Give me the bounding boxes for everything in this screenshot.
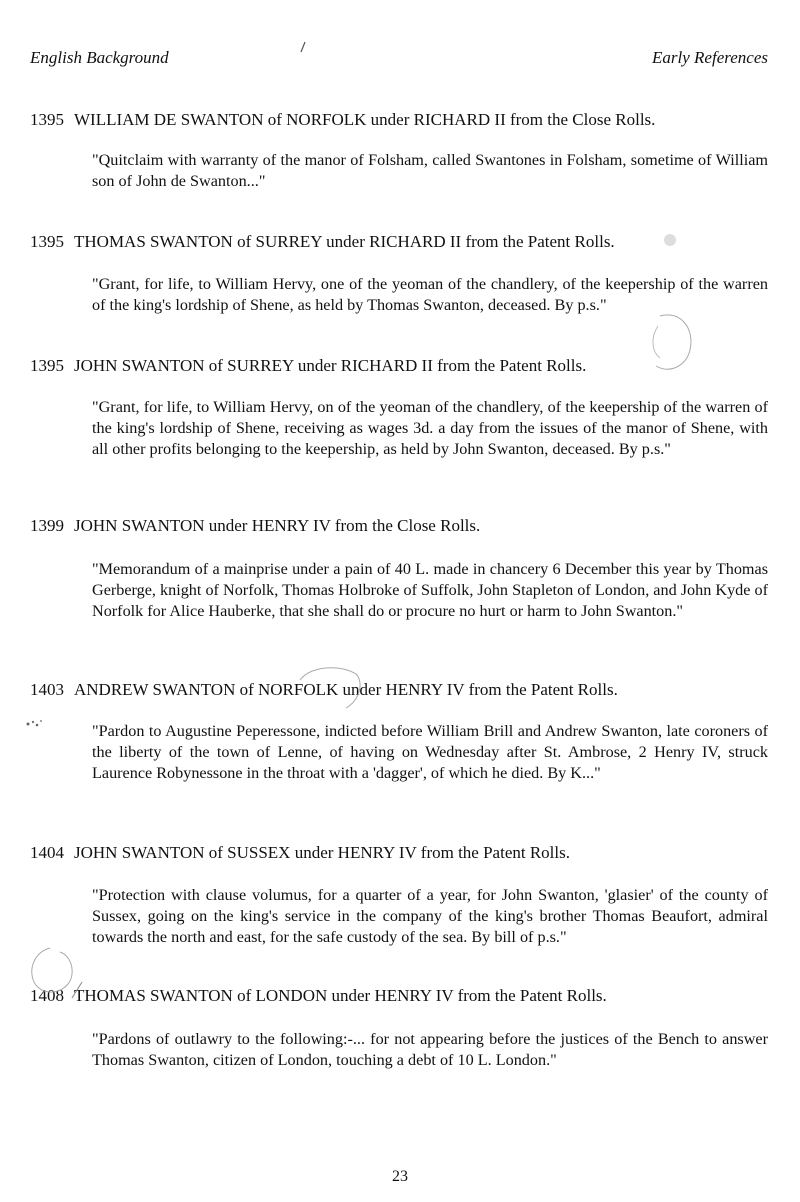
entry-year: 1404	[30, 843, 64, 862]
entry-title: JOHN SWANTON of SURREY under RICHARD II from the Patent Rolls.	[74, 356, 587, 375]
entry-heading	[30, 356, 586, 376]
entry-title: THOMAS SWANTON of SURREY under RICHARD II from the Patent Rolls.	[74, 232, 615, 251]
entry-heading	[30, 986, 607, 1006]
entry-quote: "Pardon to Augustine Peperessone, indicted before William Brill and Andrew Swanton, late coroners of the liberty of the town of Lenne, of having on Wednesday after St. Ambrose, 2 Henry IV, struck Laurence Robynessone in the throat with a 'dagger', of which he died. By K..."	[92, 722, 768, 782]
entry-heading	[30, 843, 570, 863]
entry-heading	[30, 516, 480, 536]
entry-year: 1399	[30, 516, 64, 535]
entry-title: THOMAS SWANTON of LONDON under HENRY IV from the Patent Rolls.	[74, 986, 607, 1005]
entry-heading	[30, 232, 615, 252]
entry-heading	[30, 110, 655, 130]
entry-year: 1403	[30, 680, 64, 699]
scan-speck	[22, 716, 46, 732]
entry-title: WILLIAM DE SWANTON of NORFOLK under RICHARD II from the Close Rolls.	[74, 110, 656, 129]
scan-speck	[660, 230, 680, 250]
entry-title: JOHN SWANTON of SUSSEX under HENRY IV from the Patent Rolls.	[74, 843, 570, 862]
entry-quote: "Pardons of outlawry to the following:-... for not appearing before the justices of the Bench to answer Thomas Swanton, citizen of London, touching a debt of 10 L. London."	[92, 1030, 768, 1069]
entry-year: 1395	[30, 232, 64, 251]
scan-smudge	[640, 308, 700, 378]
entry-title: ANDREW SWANTON of NORFOLK under HENRY IV from the Patent Rolls.	[74, 680, 618, 699]
page-number: 23	[392, 1168, 408, 1185]
scan-smudge	[290, 660, 370, 720]
entry-quote: "Quitclaim with warranty of the manor of Folsham, called Swantones in Folsham, sometime of William son of John de Swanton..."	[92, 151, 768, 190]
entry-quote: "Memorandum of a mainprise under a pain of 40 L. made in chancery 6 December this year by Thomas Gerberge, knight of Norfolk, Thomas Holbroke of Suffolk, John Stapleton of London, and John Kyde of Norfolk for Alice Hauberke, that she shall do or procure no hurt or harm to John Swanton."	[92, 560, 768, 620]
entry-quote: "Grant, for life, to William Hervy, on of the yeoman of the chandlery, of the keepership of the warren of the king's lordship of Shene, receiving as wages 3d. a day from the issues of the manor of Shene, with all other profits belonging to the keepership, as held by John Swanton, deceased. By p.s."	[92, 398, 768, 458]
scan-smudge	[20, 938, 90, 1008]
entry-title: JOHN SWANTON under HENRY IV from the Close Rolls.	[74, 516, 481, 535]
running-head-right: Early References	[652, 48, 768, 67]
entry-quote: "Grant, for life, to William Hervy, one of the yeoman of the chandlery, of the keepership of the warren of the king's lordship of Shene, as held by Thomas Swanton, deceased. By p.s."	[92, 275, 768, 314]
scan-speck	[298, 40, 308, 54]
entry-quote: "Protection with clause volumus, for a quarter of a year, for John Swanton, 'glasier' of the county of Sussex, going on the king's service in the company of the king's brother Thomas Beaufort, admiral towards the north and east, for the safe custody of the sea. By bill of p.s."	[92, 886, 768, 946]
entry-year: 1395	[30, 356, 64, 375]
entry-year: 1395	[30, 110, 64, 129]
running-head-left: English Background	[30, 48, 169, 67]
entry-year: 1408	[30, 986, 64, 1005]
